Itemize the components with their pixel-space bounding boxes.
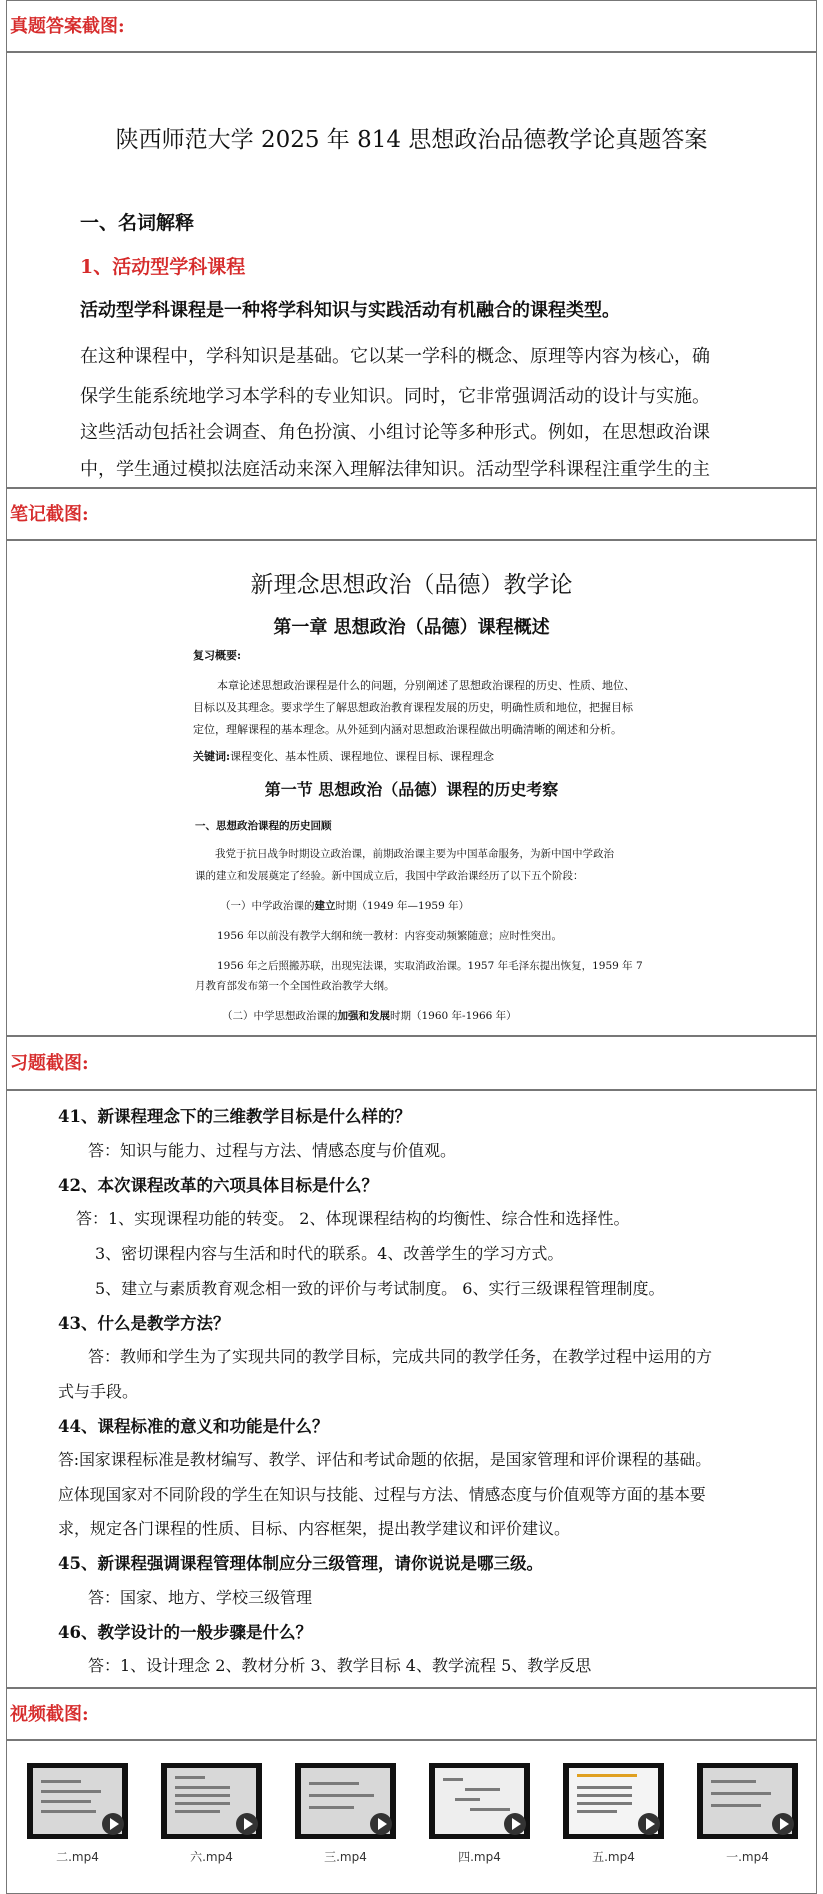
notes-review-label: 复习概要: — [193, 649, 242, 662]
video-filename-4[interactable]: 四.mp4 — [458, 1850, 501, 1864]
answer-44-line-1: 答:国家课程标准是教材编写、教学、评估和考试命题的依据，是国家管理和评价课程的基础。 — [58, 1450, 711, 1469]
video-filename-3[interactable]: 三.mp4 — [324, 1850, 367, 1864]
question-46: 46、教学设计的一般步骤是什么？ — [58, 1623, 312, 1642]
answers-line-3: 这些活动包括社会调查、角色扮演、小组讨论等多种形式。例如，在思想政治课 — [80, 422, 710, 443]
answers-bold-line: 活动型学科课程是一种将学科知识与实践活动有机融合的课程类型。 — [80, 300, 620, 321]
answers-line-1: 在这种课程中，学科知识是基础。它以某一学科的概念、原理等内容为核心，确 — [80, 346, 710, 367]
notes-review-line-1: 本章论述思想政治课程是什么的问题，分别阐述了思想政治课程的历史、性质、地位、 — [217, 679, 635, 692]
answer-41: 答：知识与能力、过程与方法、情感态度与价值观。 — [88, 1141, 457, 1160]
question-41: 41、新课程理念下的三维教学目标是什么样的？ — [58, 1107, 411, 1126]
question-42: 42、本次课程改革的六项具体目标是什么？ — [58, 1176, 378, 1195]
video-section-header: 视频截图: — [6, 1688, 817, 1740]
notes-keywords-label: 关键词: — [193, 750, 231, 763]
answers-line-4: 中，学生通过模拟法庭活动来深入理解法律知识。活动型学科课程注重学生的主 — [80, 459, 710, 480]
answer-46: 答：1、设计理念 2、教材分析 3、教学目标 4、教学流程 5、教学反思 — [88, 1656, 592, 1675]
video-filename-6[interactable]: 一.mp4 — [726, 1850, 769, 1864]
notes-item-1: 1956 年以前没有教学大纲和统一教材：内容变动频繁随意；应时性突出。 — [217, 930, 563, 942]
answers-section-header: 真题答案截图: — [6, 0, 817, 52]
play-icon[interactable] — [236, 1813, 258, 1835]
video-filename-2[interactable]: 六.mp4 — [190, 1850, 233, 1864]
play-icon[interactable] — [772, 1813, 794, 1835]
video-thumbnail-2[interactable] — [161, 1763, 262, 1839]
answer-42-line-3: 5、建立与素质教育观念相一致的评价与考试制度。 6、实行三级课程管理制度。 — [95, 1279, 665, 1298]
play-icon[interactable] — [370, 1813, 392, 1835]
notes-section-header: 笔记截图: — [6, 488, 817, 540]
answers-heading-1: 一、名词解释 — [80, 212, 195, 234]
notes-review-line-2: 目标以及其理念。要求学生了解思想政治教育课程发展的历史，明确性质和地位，把握目标 — [193, 701, 633, 714]
notes-item-2-line-2: 月教育部发布第一个全国性政治教学大纲。 — [195, 980, 395, 992]
answer-43-line-2: 式与手段。 — [58, 1382, 139, 1401]
answer-44-line-2: 应体现国家对不同阶段的学生在知识与技能、过程与方法、情感态度与价值观等方面的基本要 — [58, 1485, 706, 1504]
answer-43-line-1: 答：教师和学生为了实现共同的教学目标，完成共同的教学任务，在教学过程中运用的方 — [88, 1347, 713, 1366]
answer-44-line-3: 求，规定各门课程的性质、目标、内容框架，提出教学建议和评价建议。 — [58, 1519, 571, 1538]
answer-45: 答：国家、地方、学校三级管理 — [88, 1588, 313, 1607]
notes-item-2-line-1: 1956 年之后照搬苏联，出现宪法课，实取消政治课。1957 年毛泽东提出恢复，1959 年 7 — [217, 960, 643, 972]
play-icon[interactable] — [638, 1813, 660, 1835]
notes-chapter: 第一章 思想政治（品德）课程概述 — [273, 617, 550, 638]
notes-title: 新理念思想政治（品德）教学论 — [250, 572, 573, 598]
answer-42-line-1: 答：1、实现课程功能的转变。 2、体现课程结构的均衡性、综合性和选择性。 — [76, 1209, 630, 1228]
video-thumbnail-6[interactable] — [697, 1763, 798, 1839]
video-thumbnail-5[interactable] — [563, 1763, 664, 1839]
video-thumbnail-4[interactable] — [429, 1763, 530, 1839]
video-thumbnail-1[interactable] — [27, 1763, 128, 1839]
notes-keywords-text: 课程变化、基本性质、课程地位、课程目标、课程理念 — [230, 750, 495, 763]
notes-stage-2: （二）中学思想政治课的加强和发展时期（1960 年-1966 年） — [222, 1010, 517, 1022]
notes-review-line-3: 定位，理解课程的基本理念。从外延到内涵对思想政治课程做出明确清晰的阐述和分析。 — [193, 723, 622, 736]
play-icon[interactable] — [102, 1813, 124, 1835]
answers-line-2: 保学生能系统地学习本学科的专业知识。同时，它非常强调活动的设计与实施。 — [80, 386, 710, 407]
exercises-section-header: 习题截图: — [6, 1036, 817, 1090]
notes-keywords — [193, 748, 494, 764]
video-filename-1[interactable]: 二.mp4 — [56, 1850, 99, 1864]
question-43: 43、什么是教学方法？ — [58, 1314, 230, 1333]
question-44: 44、课程标准的意义和功能是什么？ — [58, 1417, 329, 1436]
notes-subhead: 一、思想政治课程的历史回顾 — [195, 820, 332, 832]
video-filename-5[interactable]: 五.mp4 — [592, 1850, 635, 1864]
answer-42-line-2: 3、密切课程内容与生活和时代的联系。4、改善学生的学习方式。 — [95, 1244, 564, 1263]
notes-stage-1: （一）中学政治课的建立时期（1949 年—1959 年） — [220, 900, 470, 912]
video-thumbnail-3[interactable] — [295, 1763, 396, 1839]
answers-heading-2: 1、活动型学科课程 — [80, 256, 246, 278]
answers-title: 陕西师范大学 2025 年 814 思想政治品德教学论真题答案 — [115, 127, 708, 153]
question-45: 45、新课程强调课程管理体制应分三级管理，请你说说是哪三级。 — [58, 1554, 543, 1573]
notes-para-line-2: 课的建立和发展奠定了经验。新中国成立后，我国中学政治课经历了以下五个阶段： — [195, 870, 584, 882]
notes-para-line-1: 我党于抗日战争时期设立政治课，前期政治课主要为中国革命服务，为新中国中学政治 — [215, 848, 614, 860]
notes-section-title: 第一节 思想政治（品德）课程的历史考察 — [264, 780, 559, 799]
play-icon[interactable] — [504, 1813, 526, 1835]
